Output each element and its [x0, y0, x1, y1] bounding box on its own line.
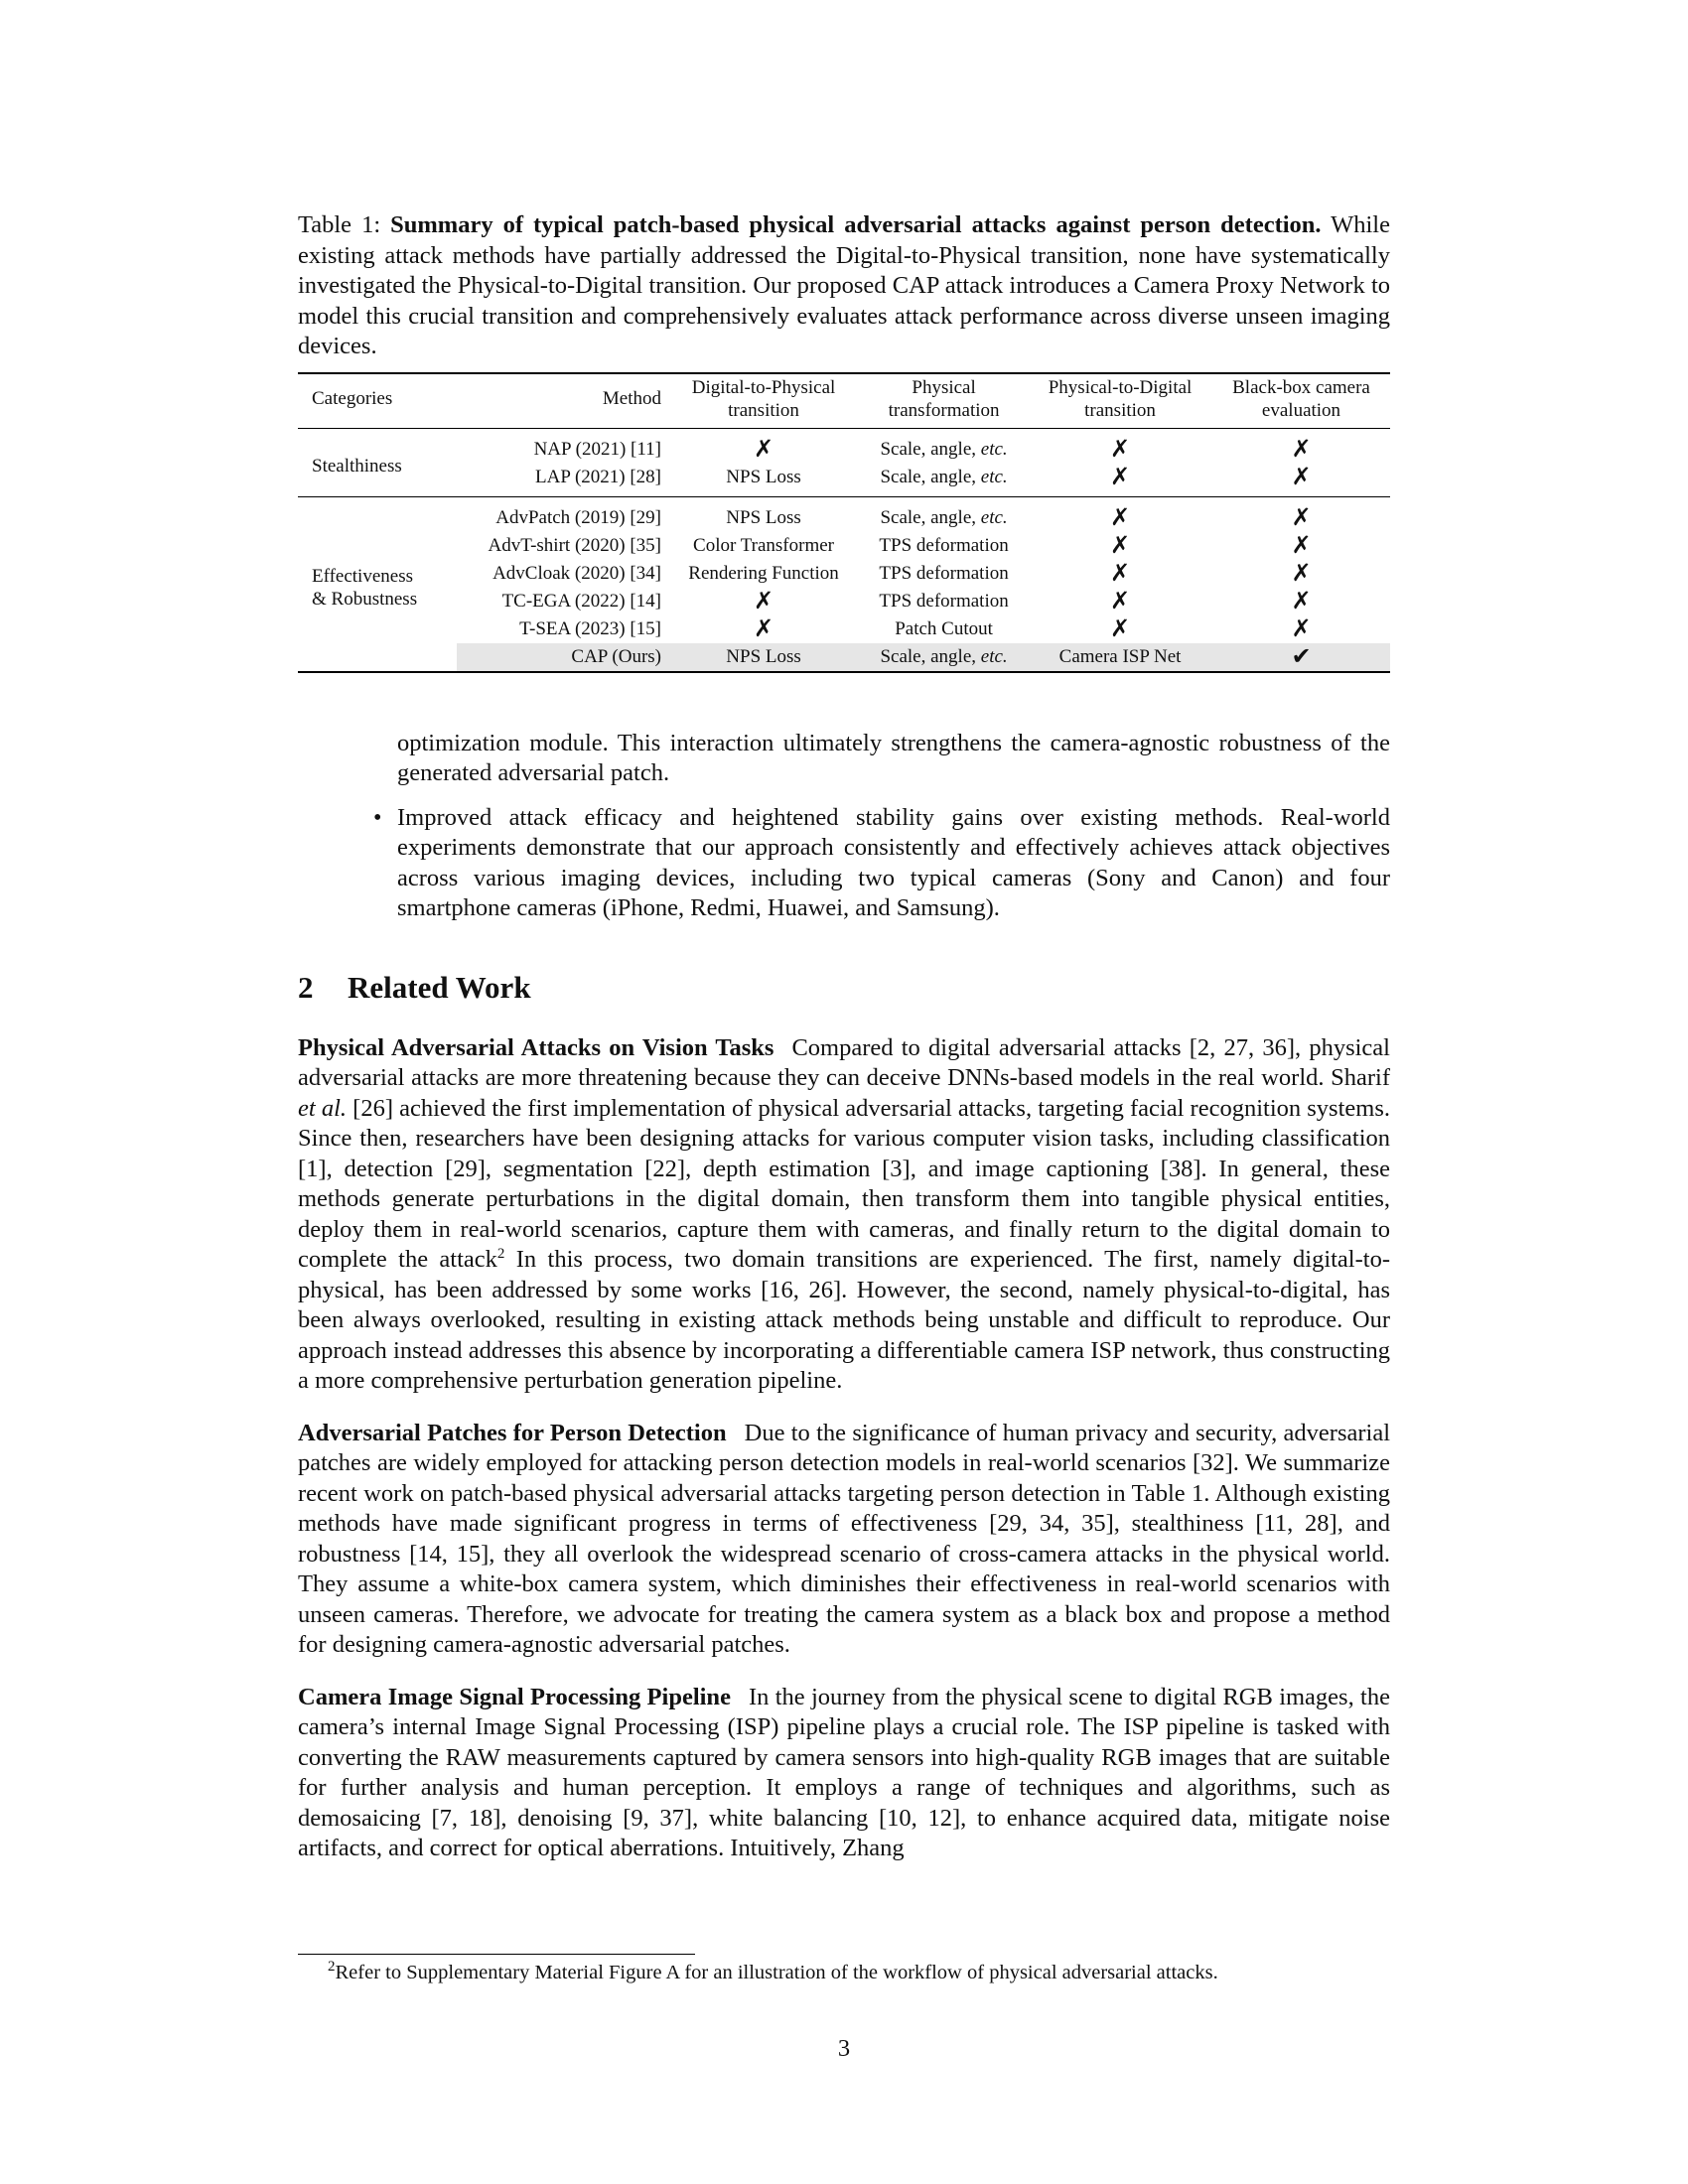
footnote-ref: 2 [496, 1245, 505, 1262]
section-number: 2 [298, 969, 314, 1005]
cross-mark: ✗ [1109, 559, 1131, 587]
footnote-divider [298, 1954, 695, 1955]
page-body [298, 210, 1390, 1864]
footnote-text: Refer to Supplementary Material Figure A for an illustration of the workflow of physical adversarial attacks. [335, 1962, 1218, 1983]
d2p-cell: Rendering Function [688, 563, 839, 584]
table-header-row [298, 373, 1390, 429]
header-physical: Physical transformation [888, 376, 1000, 421]
cross-mark: ✗ [1109, 503, 1131, 531]
cross-mark: ✗ [1291, 614, 1312, 642]
header-d2p: Digital-to-Physical transition [691, 376, 836, 421]
paragraph-heading: Physical Adversarial Attacks on Vision Tasks [298, 1033, 774, 1061]
page-number: 3 [837, 2035, 851, 2062]
group-effectiveness [298, 496, 1390, 672]
method-cell: AdvT-shirt (2020) [35] [488, 535, 661, 556]
d2p-cell: NPS Loss [667, 643, 860, 672]
table-row [298, 428, 1390, 464]
category-stealthiness: Stealthiness [312, 455, 402, 477]
caption-bold: Summary of typical patch-based physical adversarial attacks against person detection. [390, 211, 1322, 238]
physical-cell: Scale, angle, etc. [880, 467, 1008, 487]
method-cell: AdvPatch (2019) [29] [495, 507, 661, 528]
cross-mark: ✗ [1291, 463, 1312, 490]
paragraph-camera-isp: Camera Image Signal Processing Pipeline In the journey from the physical scene to digital RGB images, the camera’s internal Image Signal Processing (ISP) pipeline plays a crucial role. The ISP pipeline is tasked with converting the RAW measurements captured by camera sensors into high-quality RGB images that are suitable for further analysis and human perception. It employs a range of techniques and algorithms, such as demosaicing [7, 18], denoising [9, 37], white balancing [10, 12], to enhance acquired data, mitigate noise artifacts, and correct for optical aberrations. Intuitively, Zhang [298, 1683, 1390, 1861]
d2p-cell: NPS Loss [726, 507, 801, 528]
physical-cell: TPS deformation [879, 535, 1009, 556]
footnote [328, 1960, 1218, 1985]
physical-cell: Scale, angle, etc. [860, 643, 1028, 672]
table-row-ours [298, 643, 1390, 672]
bullet-icon: • [373, 804, 382, 831]
physical-cell: Scale, angle, etc. [880, 439, 1008, 460]
cross-mark: ✗ [1109, 587, 1131, 614]
cross-mark: ✗ [1109, 614, 1131, 642]
table-row [298, 615, 1390, 643]
method-cell: CAP (Ours) [457, 643, 667, 672]
p2d-cell: Camera ISP Net [1028, 643, 1212, 672]
method-cell: T-SEA (2023) [15] [519, 618, 661, 639]
check-mark: ✔ [1212, 643, 1390, 672]
d2p-cell: NPS Loss [726, 467, 801, 487]
method-cell: TC-EGA (2022) [14] [501, 591, 661, 612]
group-stealthiness [298, 428, 1390, 496]
cross-mark: ✗ [753, 435, 774, 463]
table-row [298, 560, 1390, 588]
cross-mark: ✗ [1109, 463, 1131, 490]
d2p-cell: Color Transformer [693, 535, 835, 556]
paragraph-heading: Adversarial Patches for Person Detection [298, 1419, 727, 1446]
physical-cell: TPS deformation [879, 563, 1009, 584]
table-caption [298, 210, 1390, 362]
header-blackbox: Black-box camera evaluation [1232, 376, 1370, 421]
cross-mark: ✗ [1291, 559, 1312, 587]
cross-mark: ✗ [753, 614, 774, 642]
header-method: Method [602, 388, 661, 409]
footnote-mark: 2 [328, 1959, 336, 1976]
bullet-continuation: optimization module. This interaction ultimately strengthens the camera-agnostic robustness of the generated adversarial patch. [397, 729, 1390, 786]
caption-label: Table 1: [298, 211, 391, 238]
contribution-list [373, 729, 1390, 924]
cross-mark: ✗ [753, 587, 774, 614]
header-p2d: Physical-to-Digital transition [1048, 376, 1193, 421]
category-effectiveness: Effectiveness & Robustness [312, 565, 418, 610]
caption-rest: While existing attack methods have partially addressed the Digital-to-Physical transition, none have systematically investigated the Physical-to-Digital transition. Our proposed CAP attack introduces a Camera Proxy Network to model this crucial transition and comprehensively evaluates attack performance across diverse unseen imaging devices. [298, 211, 1390, 359]
cross-mark: ✗ [1109, 531, 1131, 559]
method-cell: NAP (2021) [11] [533, 439, 661, 460]
cross-mark: ✗ [1109, 435, 1131, 463]
list-item [373, 803, 1390, 924]
table-row [298, 588, 1390, 615]
table-row [298, 496, 1390, 532]
header-categories: Categories [312, 388, 393, 409]
section-title: Related Work [348, 969, 531, 1005]
cross-mark: ✗ [1291, 531, 1312, 559]
summary-table [298, 372, 1390, 673]
method-cell: LAP (2021) [28] [535, 467, 661, 487]
table-row [298, 464, 1390, 497]
bullet-text: Improved attack efficacy and heightened stability gains over existing methods. Real-world experiments demonstrate that our approach consistently and effectively achieves attack objectives across various imaging devices, including two typical cameras (Sony and Canon) and four smartphone cameras (iPhone, Redmi, Huawei, and Samsung). [397, 803, 1390, 921]
paragraph-adversarial-patches: Adversarial Patches for Person Detection Due to the significance of human privacy and security, adversarial patches are widely employed for attacking person detection models in real-world scenarios [32]. We summarize recent work on patch-based physical adversarial attacks targeting person detection in Table 1. Although existing methods have made significant progress in terms of effectiveness [29, 34, 35], stealthiness [11, 28], and robustness [14, 15], they all overlook the widespread scenario of cross-camera attacks in the physical world. They assume a white-box camera system, which diminishes their effectiveness in real-world scenarios with unseen cameras. Therefore, we advocate for treating the camera system as a black box and propose a method for designing camera-agnostic adversarial patches. [298, 1419, 1390, 1658]
paragraph-heading: Camera Image Signal Processing Pipeline [298, 1683, 731, 1710]
physical-cell: Patch Cutout [895, 618, 993, 639]
cross-mark: ✗ [1291, 503, 1312, 531]
table-row [298, 532, 1390, 560]
method-cell: AdvCloak (2020) [34] [492, 563, 661, 584]
physical-cell: TPS deformation [879, 591, 1009, 612]
section-heading [298, 968, 1390, 1008]
cross-mark: ✗ [1291, 587, 1312, 614]
cross-mark: ✗ [1291, 435, 1312, 463]
paragraph-physical-attacks: Physical Adversarial Attacks on Vision Tasks Compared to digital adversarial attacks [2, 27, 36], physical adversarial attacks are more threatening because they can deceive DNNs-based models in the real world. Sharif et al. [26] achieved the first implementation of physical adversarial attacks, targeting facial recognition systems. Since then, researchers have been designing attacks for various computer vision tasks, including classification [1], detection [29], segmentation [22], depth estimation [3], and image captioning [38]. In general, these methods generate perturbations in the digital domain, then transform them into tangible physical entities, deploy them in real-world scenarios, capture them with cameras, and finally return to the digital domain to complete the attack$^2$ In this process, two domain transitions are experienced. The first, namely digital-to-physical, has been addressed by some works [16, 26]. However, the second, namely physical-to-digital, has been always overlooked, resulting in existing attack methods being unstable and difficult to reproduce. Our approach instead addresses this absence by incorporating a differentiable camera ISP network, thus constructing a more comprehensive perturbation generation pipeline. [298, 1033, 1390, 1394]
physical-cell: Scale, angle, etc. [880, 507, 1008, 528]
